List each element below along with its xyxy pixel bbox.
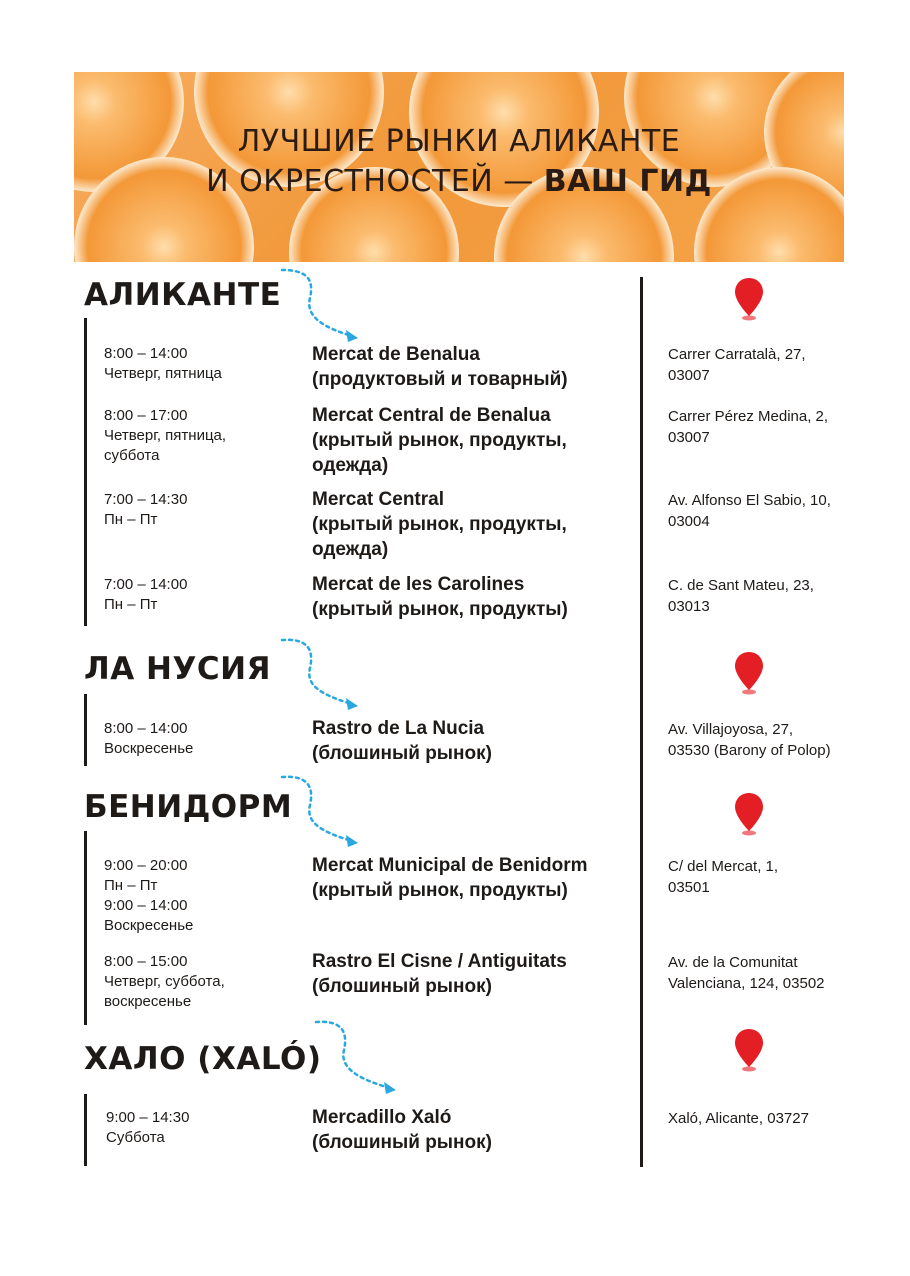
market-hours [104,490,294,530]
market-name [312,949,632,999]
arrow-icon [312,1018,407,1098]
address-line-1: Av. de la Comunitat [668,954,798,971]
market-hours [104,952,294,1012]
section-title-alicante: АЛИКАНТЕ [84,277,282,313]
market-name [312,1105,632,1155]
address-line-1: C. de Sant Mateu, 23, [668,577,814,594]
market-time: 9:00 – 14:00 [104,897,188,914]
address-line-1: Av. Alfonso El Sabio, 10, [668,492,831,509]
address-line-2: 03501 [668,879,710,896]
section-bar [84,318,87,626]
address-line-1: Xaló, Alicante, 03727 [668,1110,809,1127]
market-name [312,342,632,392]
market-type: (блошиный рынок) [312,1132,492,1153]
market-time: 9:00 – 20:00 [104,857,188,874]
title-line-2-bold: ВАШ ГИД [543,164,712,199]
section-bar [84,1094,87,1166]
market-hours [104,344,294,384]
market-time: 8:00 – 15:00 [104,953,188,970]
market-title: Mercat Central de Benalua [312,405,551,426]
address-line-1: Av. Villajoyosa, 27, [668,721,794,738]
title-line-1: ЛУЧШИЕ РЫНКИ АЛИКАНТЕ [237,124,681,159]
market-title: Mercat de les Carolines [312,574,525,595]
market-address [668,856,868,898]
arrow-icon [278,636,368,716]
location-pin-icon [732,791,766,837]
address-line-1: Carrer Pérez Medina, 2, [668,408,829,425]
market-type: (крытый рынок, продукты, [312,514,567,535]
market-days: Воскресенье [104,740,194,757]
market-hours [104,575,294,615]
section-title-la-nucia: ЛА НУСИЯ [84,651,271,687]
address-line-2: 03007 [668,367,710,384]
market-title: Mercat Central [312,489,444,510]
market-title: Mercat Municipal de Benidorm [312,855,588,876]
market-hours [104,406,294,466]
market-time: 9:00 – 14:30 [106,1109,190,1126]
header-banner [74,72,844,262]
market-days: Пн – Пт [104,511,158,528]
market-type: (крытый рынок, продукты) [312,880,568,901]
location-pin-icon [732,1027,766,1073]
market-type: (блошиный рынок) [312,743,492,764]
market-type: (блошиный рынок) [312,976,492,997]
market-days: воскресенье [104,993,192,1010]
location-pin-icon [732,650,766,696]
address-line-1: Carrer Carratalà, 27, [668,346,806,363]
market-name [312,853,632,903]
market-days: суббота [104,447,160,464]
market-days: Четверг, суббота, [104,973,225,990]
market-days: Четверг, пятница, [104,427,227,444]
market-type: одежда) [312,539,389,560]
title-line-2-regular: И ОКРЕСТНОСТЕЙ — [206,164,544,199]
arrow-icon [278,773,368,853]
market-name [312,572,632,622]
market-hours [104,719,294,759]
market-name [312,716,632,766]
market-title: Rastro El Cisne / Antiguitats [312,951,567,972]
title-line-2 [74,162,844,202]
market-days: Пн – Пт [104,877,158,894]
market-time: 8:00 – 14:00 [104,345,188,362]
page-title [74,122,844,202]
market-type: одежда) [312,455,389,476]
market-time: 8:00 – 17:00 [104,407,188,424]
market-title: Mercat de Benalua [312,344,480,365]
market-hours [104,856,294,936]
section-title-xalo: ХАЛО (XALÓ) [84,1041,322,1077]
address-line-1: C/ del Mercat, 1, [668,858,779,875]
market-type: (крытый рынок, продукты) [312,599,568,620]
arrow-icon [278,268,368,348]
market-name [312,403,632,478]
market-address [668,406,868,448]
market-title: Mercadillo Xaló [312,1107,452,1128]
market-address [668,1108,868,1129]
location-pin-icon [732,276,766,322]
market-days: Четверг, пятница [104,365,222,382]
address-line-2: Valenciana, 124, 03502 [668,975,825,992]
market-days: Суббота [106,1129,165,1146]
market-address [668,952,868,994]
section-bar [84,694,87,766]
market-address [668,719,868,761]
address-line-2: 03007 [668,429,710,446]
market-time: 7:00 – 14:30 [104,491,188,508]
market-time: 7:00 – 14:00 [104,576,188,593]
market-days: Воскресенье [104,917,194,934]
market-time: 8:00 – 14:00 [104,720,188,737]
section-bar [84,831,87,1025]
market-hours [106,1108,296,1148]
market-title: Rastro de La Nucia [312,718,485,739]
section-title-benidorm: БЕНИДОРМ [84,789,293,825]
market-type: (продуктовый и товарный) [312,369,568,390]
address-line-2: 03004 [668,513,710,530]
market-address [668,344,868,386]
market-type: (крытый рынок, продукты, [312,430,567,451]
market-name [312,487,632,562]
address-line-2: 03530 (Barony of Polop) [668,742,831,759]
address-line-2: 03013 [668,598,710,615]
market-address [668,490,868,532]
market-days: Пн – Пт [104,596,158,613]
address-column-divider [640,277,643,1167]
market-address [668,575,868,617]
